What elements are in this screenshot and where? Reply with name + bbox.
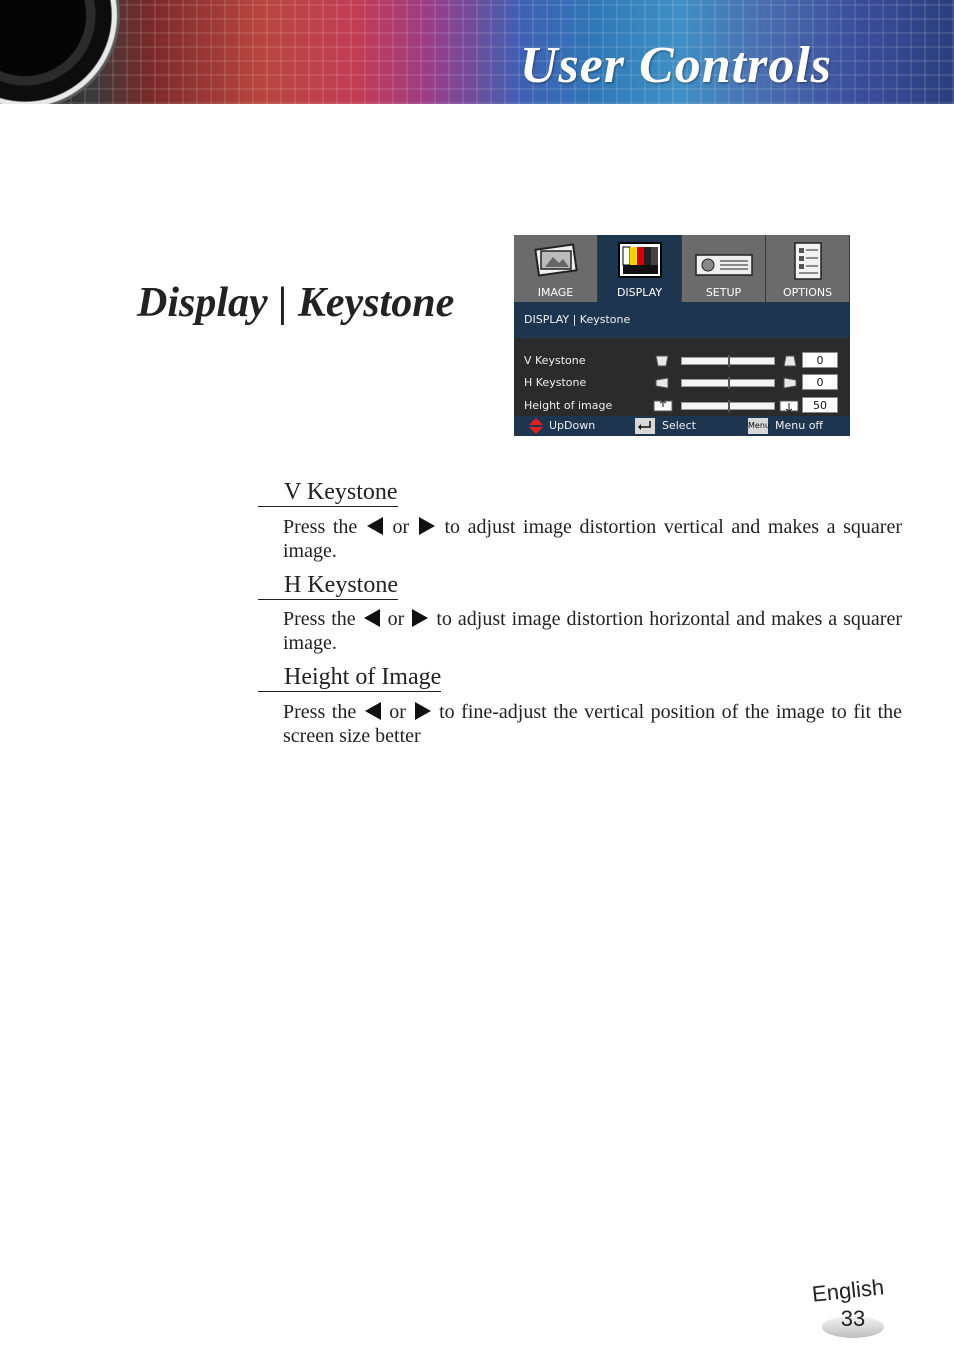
- para-or: or: [392, 516, 410, 538]
- paragraph-v-keystone: [283, 515, 902, 563]
- osd-breadcrumb: DISPLAY | Keystone: [514, 302, 850, 338]
- enter-key-icon: [635, 418, 655, 434]
- footer-menu-off-label: Menu off: [775, 419, 824, 432]
- osd-menu: [514, 235, 850, 436]
- para-or: or: [389, 701, 406, 723]
- right-arrow-icon: [415, 702, 431, 720]
- tab-image-label: IMAGE: [537, 286, 574, 299]
- tab-options[interactable]: [766, 235, 850, 302]
- display-icon: [617, 241, 663, 281]
- footer-select-label: Select: [662, 419, 696, 432]
- para-pre: Press the: [283, 608, 356, 630]
- keystone-trapezoid-up-icon: [783, 355, 797, 367]
- tab-display-label: DISPLAY: [616, 286, 663, 299]
- heading-height-of-image: Height of Image: [258, 663, 441, 692]
- section-title: Display | Keystone: [137, 280, 455, 326]
- row-height-of-image[interactable]: [514, 396, 850, 416]
- up-down-arrows-icon: [529, 418, 543, 434]
- image-height-down-icon: [653, 400, 673, 412]
- tab-options-label: OPTIONS: [782, 286, 833, 299]
- height-of-image-slider[interactable]: [681, 402, 775, 410]
- para-pre: Press the: [283, 516, 358, 538]
- heading-h-keystone: H Keystone: [258, 571, 398, 600]
- menu-key-icon: Menu: [748, 418, 768, 434]
- slider-thumb[interactable]: [728, 400, 730, 412]
- osd-footer: [514, 416, 850, 436]
- tab-setup-label: SETUP: [705, 286, 742, 299]
- row-v-keystone[interactable]: [514, 351, 850, 371]
- row-label: H Keystone: [524, 376, 587, 389]
- projector-icon: [694, 241, 754, 281]
- slider-thumb[interactable]: [728, 377, 730, 389]
- image-height-up-icon: [779, 400, 799, 412]
- lens-graphic: [0, 0, 120, 104]
- header-banner: [0, 0, 954, 104]
- slider-thumb[interactable]: [728, 355, 730, 367]
- para-post: to fine-adjust the vertical position of the image to fit the screen size better: [283, 701, 903, 747]
- banner-title: User Controls: [519, 37, 832, 94]
- right-arrow-icon: [419, 517, 435, 535]
- v-keystone-slider[interactable]: [681, 357, 775, 365]
- tab-display[interactable]: [598, 235, 682, 302]
- row-h-keystone[interactable]: [514, 373, 850, 393]
- value-box: 50: [802, 397, 838, 413]
- page-number: 33: [840, 1306, 866, 1331]
- row-label: V Keystone: [524, 354, 586, 367]
- image-icon: [531, 241, 581, 281]
- keystone-trapezoid-left-icon: [655, 377, 669, 389]
- paragraph-h-keystone: [283, 607, 902, 655]
- right-arrow-icon: [412, 609, 428, 627]
- value-box: 0: [802, 352, 838, 368]
- value-box: 0: [802, 374, 838, 390]
- keystone-trapezoid-right-icon: [783, 377, 797, 389]
- language-label: English: [810, 1274, 886, 1307]
- para-pre: Press the: [283, 701, 357, 723]
- footer-updown-label: UpDown: [549, 419, 596, 432]
- left-arrow-icon: [365, 702, 381, 720]
- para-or: or: [387, 608, 405, 630]
- heading-v-keystone: V Keystone: [258, 478, 398, 507]
- tab-image[interactable]: [514, 235, 598, 302]
- left-arrow-icon: [364, 609, 380, 627]
- page-number-badge: [822, 1306, 884, 1338]
- paragraph-height-of-image: [283, 700, 902, 748]
- left-arrow-icon: [367, 517, 383, 535]
- keystone-trapezoid-down-icon: [655, 355, 669, 367]
- para-post: to adjust image distortion vertical and makes a squarer image.: [283, 516, 902, 562]
- osd-tabs: [514, 235, 850, 302]
- h-keystone-slider[interactable]: [681, 379, 775, 387]
- options-icon: [791, 241, 825, 281]
- row-label: Height of image: [524, 399, 613, 412]
- para-post: to adjust image distortion horizontal and makes a squarer image.: [283, 608, 902, 654]
- tab-setup[interactable]: [682, 235, 766, 302]
